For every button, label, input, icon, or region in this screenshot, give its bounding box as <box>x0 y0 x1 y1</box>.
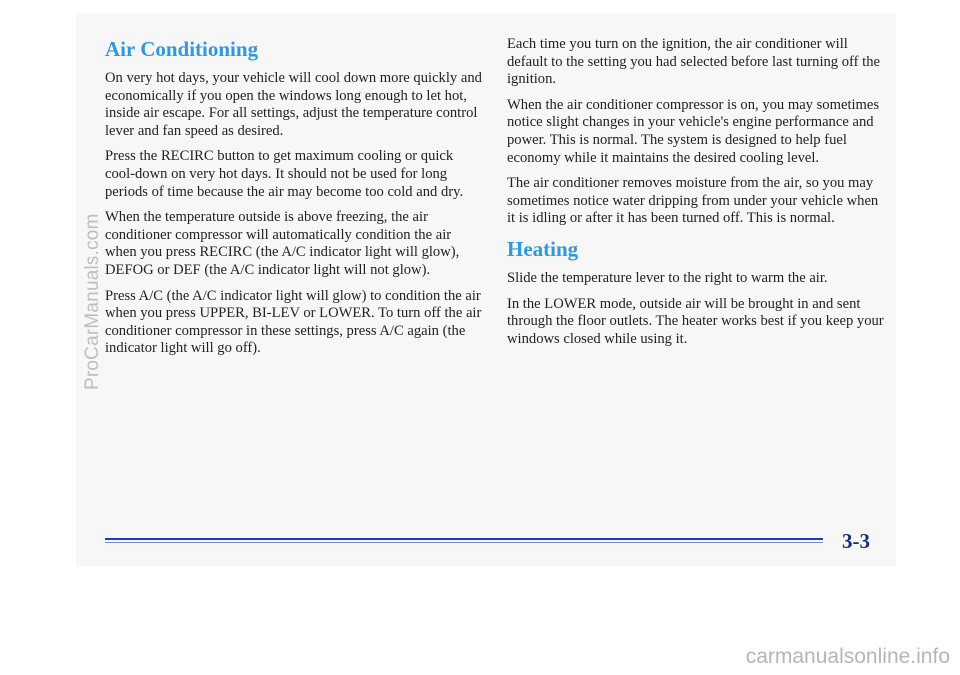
paragraph: Slide the temperature lever to the right to warm the air. <box>507 269 828 286</box>
paragraph: When the air conditioner compressor is on, you may sometimes notice slight changes in your vehicle's engine performance and power. This is normal. The system is designed to help fuel economy while it maintains the desired cooling level. <box>507 96 880 166</box>
paragraph: When the temperature outside is above freezing, the air conditioner compressor will automatically condition the air when you press RECIRC (the A/C indicator light will glow), DEFOG or DEF (the A/C indicator light will not glow). <box>105 209 460 278</box>
paragraph: Press A/C (the A/C indicator light will glow) to condition the air when you press UPPER, BI-LEV or LOWER. To turn off the air conditioner compressor in these settings, press A/C again (the indicator light will go off). <box>105 287 482 357</box>
paragraph: In the LOWER mode, outside air will be brought in and sent through the floor outlets. The heater works best if you keep your windows closed while using it. <box>507 295 884 347</box>
side-watermark: ProCarManuals.com <box>82 213 103 390</box>
paragraph: The air conditioner removes moisture from the air, so you may sometimes notice water dripping from under your vehicle when it is idling or after it has been turned off. This is normal. <box>507 175 879 227</box>
bottom-watermark: carmanualsonline.info <box>745 645 950 668</box>
footer-rule-thin <box>105 542 823 543</box>
left-column <box>105 36 485 366</box>
air-conditioning-heading: Air Conditioning <box>105 37 259 61</box>
right-column <box>507 36 885 356</box>
page-number: 3-3 <box>842 529 870 553</box>
footer-rule <box>105 538 823 540</box>
paragraph: On very hot days, your vehicle will cool down more quickly and economically if you open the windows long enough to let hot, inside air escape. For all settings, adjust the temperature control lever and fan speed as desired. <box>105 70 482 139</box>
heating-heading: Heating <box>507 236 579 261</box>
paragraph: Press the RECIRC button to get maximum cooling or quick cool-down on very hot days. It should not be used for long periods of time because the air may become too cold and dry. <box>105 148 464 200</box>
paragraph: Each time you turn on the ignition, the air conditioner will default to the setting you had selected before last turning off the ignition. <box>507 36 880 88</box>
